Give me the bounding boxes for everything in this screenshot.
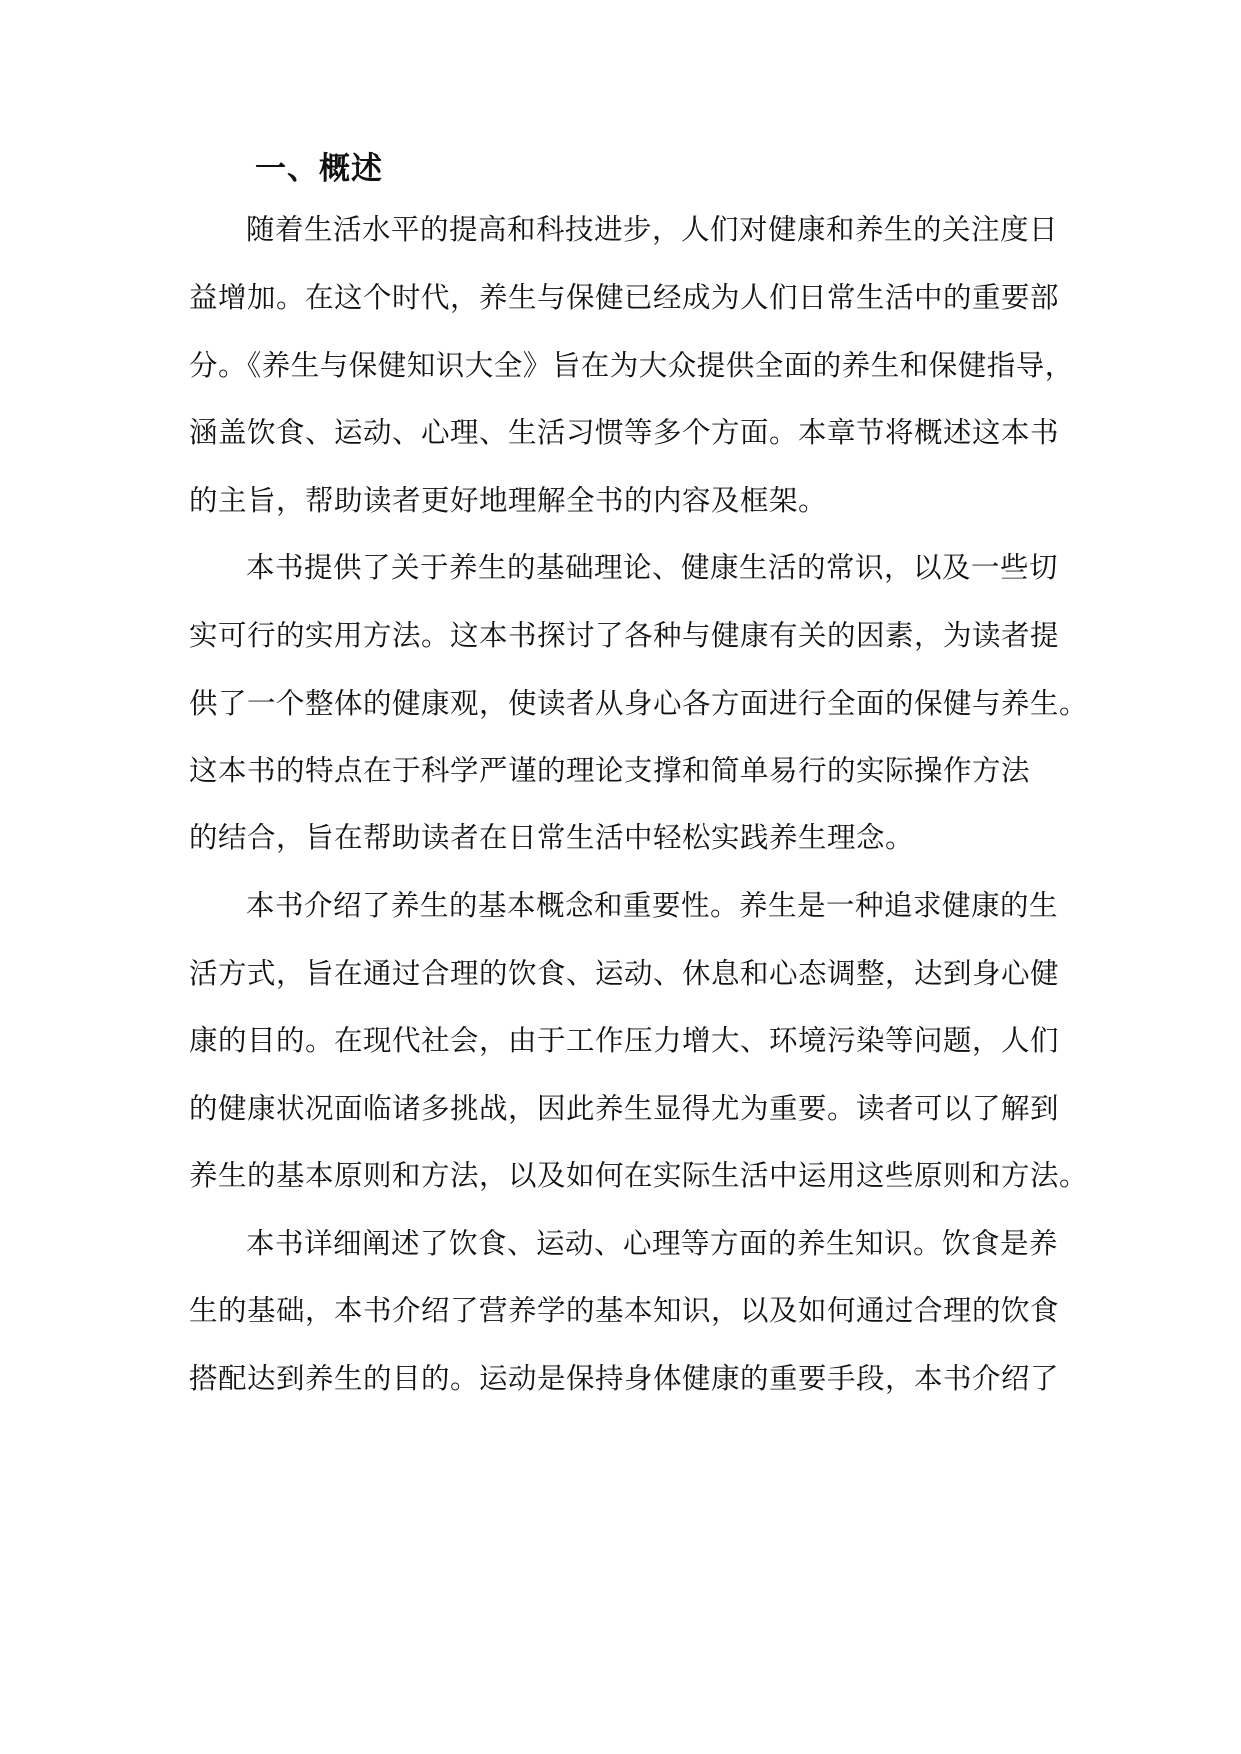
paragraph-3-line-5: 养生的基本原则和方法，以及如何在实际生活中运用这些原则和方法。 [189,1159,1089,1192]
paragraph-2-line-1: 本书提供了关于养生的基础理论、健康生活的常识，以及一些切 [246,551,1059,584]
paragraph-1-line-5: 的主旨，帮助读者更好地理解全书的内容及框架。 [189,484,828,517]
paragraph-2-line-2: 实可行的实用方法。这本书探讨了各种与健康有关的因素，为读者提 [189,619,1060,652]
paragraph-4-line-2: 生的基础，本书介绍了营养学的基本知识，以及如何通过合理的饮食 [189,1294,1060,1327]
paragraph-4-line-1: 本书详细阐述了饮食、运动、心理等方面的养生知识。饮食是养 [246,1227,1059,1260]
section-heading: 一、概述 [255,151,383,187]
paragraph-3-line-4: 的健康状况面临诸多挑战，因此养生显得尤为重要。读者可以了解到 [189,1092,1060,1125]
paragraph-3-line-1: 本书介绍了养生的基本概念和重要性。养生是一种追求健康的生 [246,889,1059,922]
paragraph-2-line-4: 这本书的特点在于科学严谨的理论支撑和简单易行的实际操作方法 [189,754,1031,787]
paragraph-1-line-1: 随着生活水平的提高和科技进步，人们对健康和养生的关注度日 [246,213,1059,246]
paragraph-2-line-5: 的结合，旨在帮助读者在日常生活中轻松实践养生理念。 [189,821,915,854]
paragraph-4-line-3: 搭配达到养生的目的。运动是保持身体健康的重要手段，本书介绍了 [189,1362,1060,1395]
paragraph-1-line-3: 分。《养生与保健知识大全》旨在为大众提供全面的养生和保健指导， [189,349,1074,382]
paragraph-1-line-2: 益增加。在这个时代，养生与保健已经成为人们日常生活中的重要部 [189,281,1060,314]
paragraph-2-line-3: 供了一个整体的健康观，使读者从身心各方面进行全面的保健与养生。 [189,687,1089,720]
paragraph-3-line-3: 康的目的。在现代社会，由于工作压力增大、环境污染等问题，人们 [189,1024,1060,1057]
paragraph-3-line-2: 活方式，旨在通过合理的饮食、运动、休息和心态调整，达到身心健 [189,957,1060,990]
paragraph-1-line-4: 涵盖饮食、运动、心理、生活习惯等多个方面。本章节将概述这本书 [189,416,1060,449]
